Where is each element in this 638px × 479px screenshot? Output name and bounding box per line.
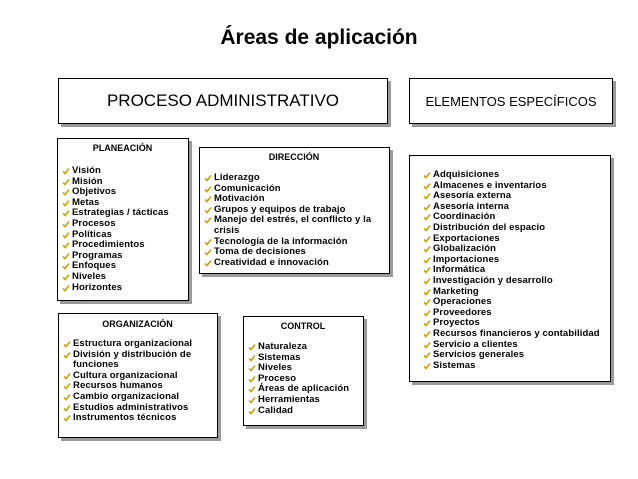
checkmark-icon	[63, 382, 71, 390]
checkmark-icon	[63, 404, 71, 412]
list-item-label: Políticas	[72, 228, 112, 240]
list-item-label: Niveles	[72, 270, 106, 282]
list-item-label: Servicio a clientes	[433, 338, 518, 350]
list-item-label: Herramientas	[258, 393, 320, 405]
checkmark-icon	[423, 288, 431, 296]
organizacion-title: ORGANIZACIÓN	[102, 319, 173, 329]
checkmark-icon	[62, 178, 70, 186]
checkmark-icon	[204, 206, 212, 214]
list-item-label: Recursos humanos	[73, 380, 163, 392]
list-item-label: Sistemas	[258, 351, 301, 363]
list-item-label: Globalización	[433, 243, 497, 255]
checkmark-icon	[62, 167, 70, 175]
list-item-label: Estrategias / tácticas	[72, 207, 169, 219]
checkmark-icon	[62, 199, 70, 207]
checkmark-icon	[63, 393, 71, 401]
list-item-label: Naturaleza	[258, 341, 308, 352]
checkmark-icon	[423, 341, 431, 349]
checkmark-icon	[204, 174, 212, 182]
list-item-label: Asesoría interna	[433, 200, 510, 212]
checkmark-icon	[63, 351, 71, 359]
list-item-label: Tecnología de la información	[214, 235, 348, 247]
checkmark-icon	[248, 407, 256, 415]
elementos-list	[422, 170, 606, 371]
control-title: CONTROL	[280, 321, 326, 331]
checkmark-icon	[423, 224, 431, 232]
list-item-label: Servicios generales	[433, 349, 525, 361]
list-item-label: Estructura organizacional	[73, 338, 193, 349]
checkmark-icon	[423, 235, 431, 243]
checkmark-icon	[423, 351, 431, 359]
planeacion-title: PLANEACIÓN	[92, 143, 153, 153]
checkmark-icon	[423, 171, 431, 179]
checkmark-icon	[423, 362, 431, 370]
elementos-especificos-box	[409, 155, 611, 382]
checkmark-icon	[62, 209, 70, 217]
checkmark-icon	[248, 364, 256, 372]
checkmark-icon	[248, 354, 256, 362]
checkmark-icon	[63, 372, 71, 380]
list-item-label: Almacenes e inventarios	[433, 179, 547, 191]
list-item-label: Marketing	[433, 285, 479, 297]
checkmark-icon	[62, 262, 70, 270]
page-title: Áreas de aplicación	[220, 26, 418, 49]
list-item-label: Horizontes	[72, 281, 123, 293]
list-item-label: Asesoría externa	[433, 190, 512, 202]
list-item-label: Metas	[72, 196, 100, 208]
list-item-label: Cambio organizacional	[73, 390, 180, 402]
list-item	[247, 406, 359, 417]
checkmark-icon	[62, 188, 70, 196]
direccion-box	[199, 147, 390, 274]
checkmark-icon	[423, 192, 431, 200]
list-item-label: Cultura organizacional	[73, 369, 178, 381]
list-item-label: Procedimientos	[72, 239, 145, 251]
checkmark-icon	[423, 319, 431, 327]
list-item-label: División y distribución de funciones	[73, 348, 192, 371]
list-item-label: Manejo del estrés, el conflicto y la crisis	[214, 214, 372, 236]
checkmark-icon	[423, 330, 431, 338]
list-item-label: Recursos financieros y contabilidad	[433, 327, 600, 339]
control-box	[243, 316, 364, 426]
elementos-especificos-header: ELEMENTOS ESPECÍFICOS	[409, 78, 613, 124]
list-item	[61, 283, 184, 294]
list-item-label: Importaciones	[433, 253, 500, 265]
list-item-label: Distribución del espacio	[433, 221, 546, 233]
direccion-list	[203, 173, 385, 268]
checkmark-icon	[204, 238, 212, 246]
planeacion-box	[57, 138, 189, 301]
list-item	[203, 215, 374, 236]
checkmark-icon	[204, 259, 212, 267]
checkmark-icon	[248, 385, 256, 393]
checkmark-icon	[423, 266, 431, 274]
list-item-label: Adquisiciones	[433, 169, 500, 180]
control-list	[247, 342, 359, 416]
list-item-label: Programas	[72, 249, 123, 261]
list-item-label: Grupos y equipos de trabajo	[214, 203, 346, 215]
list-item-label: Comunicación	[214, 182, 281, 194]
list-item-label: Informática	[433, 264, 486, 276]
list-item-label: Misión	[72, 175, 103, 187]
list-item-label: Motivación	[214, 193, 265, 205]
list-item	[203, 258, 374, 269]
checkmark-icon	[204, 248, 212, 256]
checkmark-icon	[248, 375, 256, 383]
checkmark-icon	[63, 414, 71, 422]
list-item	[62, 413, 208, 424]
checkmark-icon	[423, 277, 431, 285]
list-item-label: Instrumentos técnicos	[73, 412, 177, 424]
checkmark-icon	[423, 298, 431, 306]
checkmark-icon	[423, 309, 431, 317]
organizacion-box	[58, 313, 218, 438]
checkmark-icon	[204, 216, 212, 224]
list-item-label: Proceso	[258, 372, 297, 384]
list-item-label: Sistemas	[433, 359, 476, 371]
list-item-label: Áreas de aplicación	[258, 383, 350, 395]
list-item-label: Creatividad e innovación	[214, 256, 329, 268]
checkmark-icon	[423, 182, 431, 190]
list-item-label: Coordinación	[433, 211, 496, 223]
checkmark-icon	[423, 203, 431, 211]
checkmark-icon	[62, 252, 70, 260]
checkmark-icon	[63, 340, 71, 348]
checkmark-icon	[62, 231, 70, 239]
proceso-administrativo-header: PROCESO ADMINISTRATIVO	[58, 78, 388, 124]
list-item-label: Investigación y desarrollo	[433, 274, 553, 286]
list-item-label: Visión	[72, 165, 101, 176]
list-item	[62, 350, 208, 371]
list-item-label: Liderazgo	[214, 172, 260, 183]
list-item-label: Calidad	[258, 404, 294, 416]
list-item-label: Exportaciones	[433, 232, 500, 244]
checkmark-icon	[423, 256, 431, 264]
checkmark-icon	[62, 273, 70, 281]
checkmark-icon	[423, 213, 431, 221]
checkmark-icon	[248, 396, 256, 404]
checkmark-icon	[62, 241, 70, 249]
checkmark-icon	[204, 185, 212, 193]
list-item-label: Operaciones	[433, 296, 492, 308]
list-item-label: Toma de decisiones	[214, 246, 306, 258]
list-item-label: Niveles	[258, 362, 292, 374]
direccion-title: DIRECCIÓN	[268, 152, 320, 162]
list-item-label: Proyectos	[433, 317, 480, 329]
checkmark-icon	[62, 284, 70, 292]
checkmark-icon	[204, 195, 212, 203]
checkmark-icon	[248, 343, 256, 351]
list-item-label: Proveedores	[433, 306, 492, 318]
list-item	[422, 361, 606, 372]
list-item-label: Procesos	[72, 217, 116, 229]
list-item-label: Enfoques	[72, 260, 117, 272]
list-item-label: Estudios administrativos	[73, 401, 189, 413]
checkmark-icon	[423, 245, 431, 253]
planeacion-list	[61, 166, 184, 293]
list-item-label: Objetivos	[72, 186, 117, 198]
organizacion-list	[62, 339, 213, 424]
checkmark-icon	[62, 220, 70, 228]
